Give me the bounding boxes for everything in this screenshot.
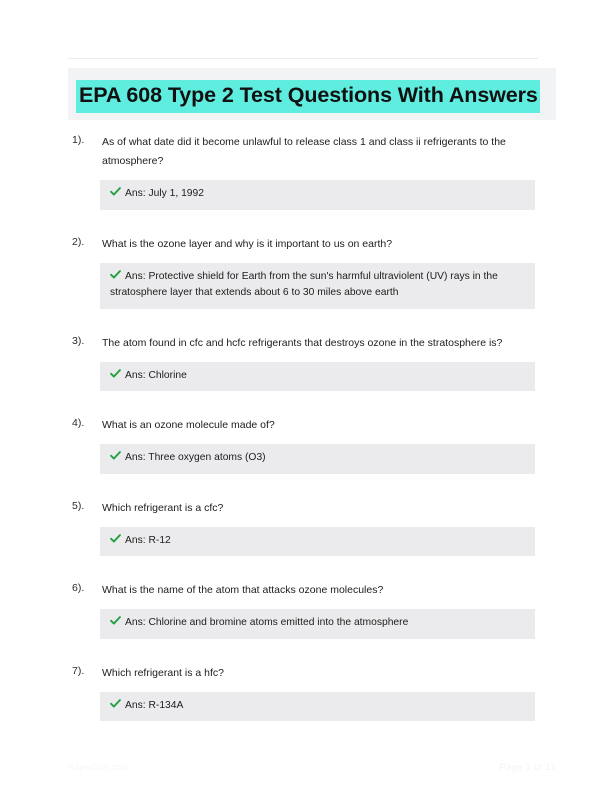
question-row xyxy=(50,333,556,352)
answer-text: Ans: Chlorine xyxy=(125,369,187,381)
check-icon xyxy=(110,615,121,626)
spacer xyxy=(50,210,556,234)
answer-box xyxy=(100,263,535,309)
answer-line xyxy=(110,450,525,467)
question-text: Which refrigerant is a cfc? xyxy=(102,501,224,514)
check-icon xyxy=(110,269,121,280)
qa-item xyxy=(50,333,556,416)
answer-box xyxy=(100,444,535,474)
answer-box xyxy=(100,180,535,210)
page-footer xyxy=(68,762,556,778)
question-number: 2). xyxy=(72,235,85,248)
qa-item xyxy=(50,498,556,581)
questions-list xyxy=(50,132,556,721)
check-icon xyxy=(110,368,121,379)
answer-text: Ans: Chlorine and bromine atoms emitted into the atmosphere xyxy=(125,617,409,628)
header-divider xyxy=(68,58,538,59)
question-number: 5). xyxy=(72,499,85,512)
question-number: 4). xyxy=(72,417,85,429)
answer-text: Ans: R-12 xyxy=(125,534,171,546)
qa-item xyxy=(50,132,556,234)
answer-line xyxy=(110,615,525,632)
answer-box xyxy=(100,609,535,639)
question-text: What is an ozone molecule made of? xyxy=(102,419,275,431)
answer-line xyxy=(110,533,525,550)
answer-text: Ans: July 1, 1992 xyxy=(125,188,204,199)
answer-box xyxy=(100,692,535,722)
answer-box xyxy=(100,362,535,392)
document-page xyxy=(50,0,556,800)
qa-item xyxy=(50,580,556,663)
page-title: EPA 608 Type 2 Test Questions With Answers xyxy=(76,80,540,113)
check-icon xyxy=(110,698,121,709)
qa-item xyxy=(50,234,556,333)
question-row xyxy=(50,498,556,517)
spacer xyxy=(50,639,556,663)
answer-line xyxy=(110,698,525,715)
answer-text: Ans: R-134A xyxy=(125,699,184,711)
question-number: 6). xyxy=(72,582,85,594)
question-row xyxy=(50,580,556,599)
question-text: What is the ozone layer and why is it important to us on earth? xyxy=(102,237,393,250)
watermark-text: PaperStic.com xyxy=(68,762,130,772)
answer-line xyxy=(110,186,525,203)
question-number: 3). xyxy=(72,334,85,347)
question-row xyxy=(50,132,556,170)
question-row xyxy=(50,663,556,682)
question-row xyxy=(50,415,556,434)
spacer xyxy=(50,556,556,580)
qa-item xyxy=(50,415,556,498)
answer-box xyxy=(100,527,535,557)
question-number: 7). xyxy=(72,664,85,677)
question-number: 1). xyxy=(72,134,85,146)
page-number: Page 1 of 11 xyxy=(499,762,556,773)
answer-text: Ans: Protective shield for Earth from the sun's harmful ultraviolent (UV) rays in the stratosphere layer that extends about 6 to 30 miles above earth xyxy=(110,270,498,298)
spacer xyxy=(50,474,556,498)
check-icon xyxy=(110,450,121,461)
question-text: As of what date did it become unlawful to release class 1 and class ii refrigerants to the atmosphere? xyxy=(102,136,506,167)
spacer xyxy=(50,309,556,333)
check-icon xyxy=(110,186,121,197)
question-text: What is the name of the atom that attacks ozone molecules? xyxy=(102,584,384,596)
question-text: Which refrigerant is a hfc? xyxy=(102,666,224,679)
answer-line xyxy=(110,368,525,385)
spacer xyxy=(50,391,556,415)
answer-text: Ans: Three oxygen atoms (O3) xyxy=(125,452,266,463)
qa-item xyxy=(50,663,556,722)
check-icon xyxy=(110,533,121,544)
answer-line xyxy=(110,269,525,302)
question-row xyxy=(50,234,556,253)
question-text: The atom found in cfc and hcfc refrigerants that destroys ozone in the stratosphere is? xyxy=(102,336,503,349)
